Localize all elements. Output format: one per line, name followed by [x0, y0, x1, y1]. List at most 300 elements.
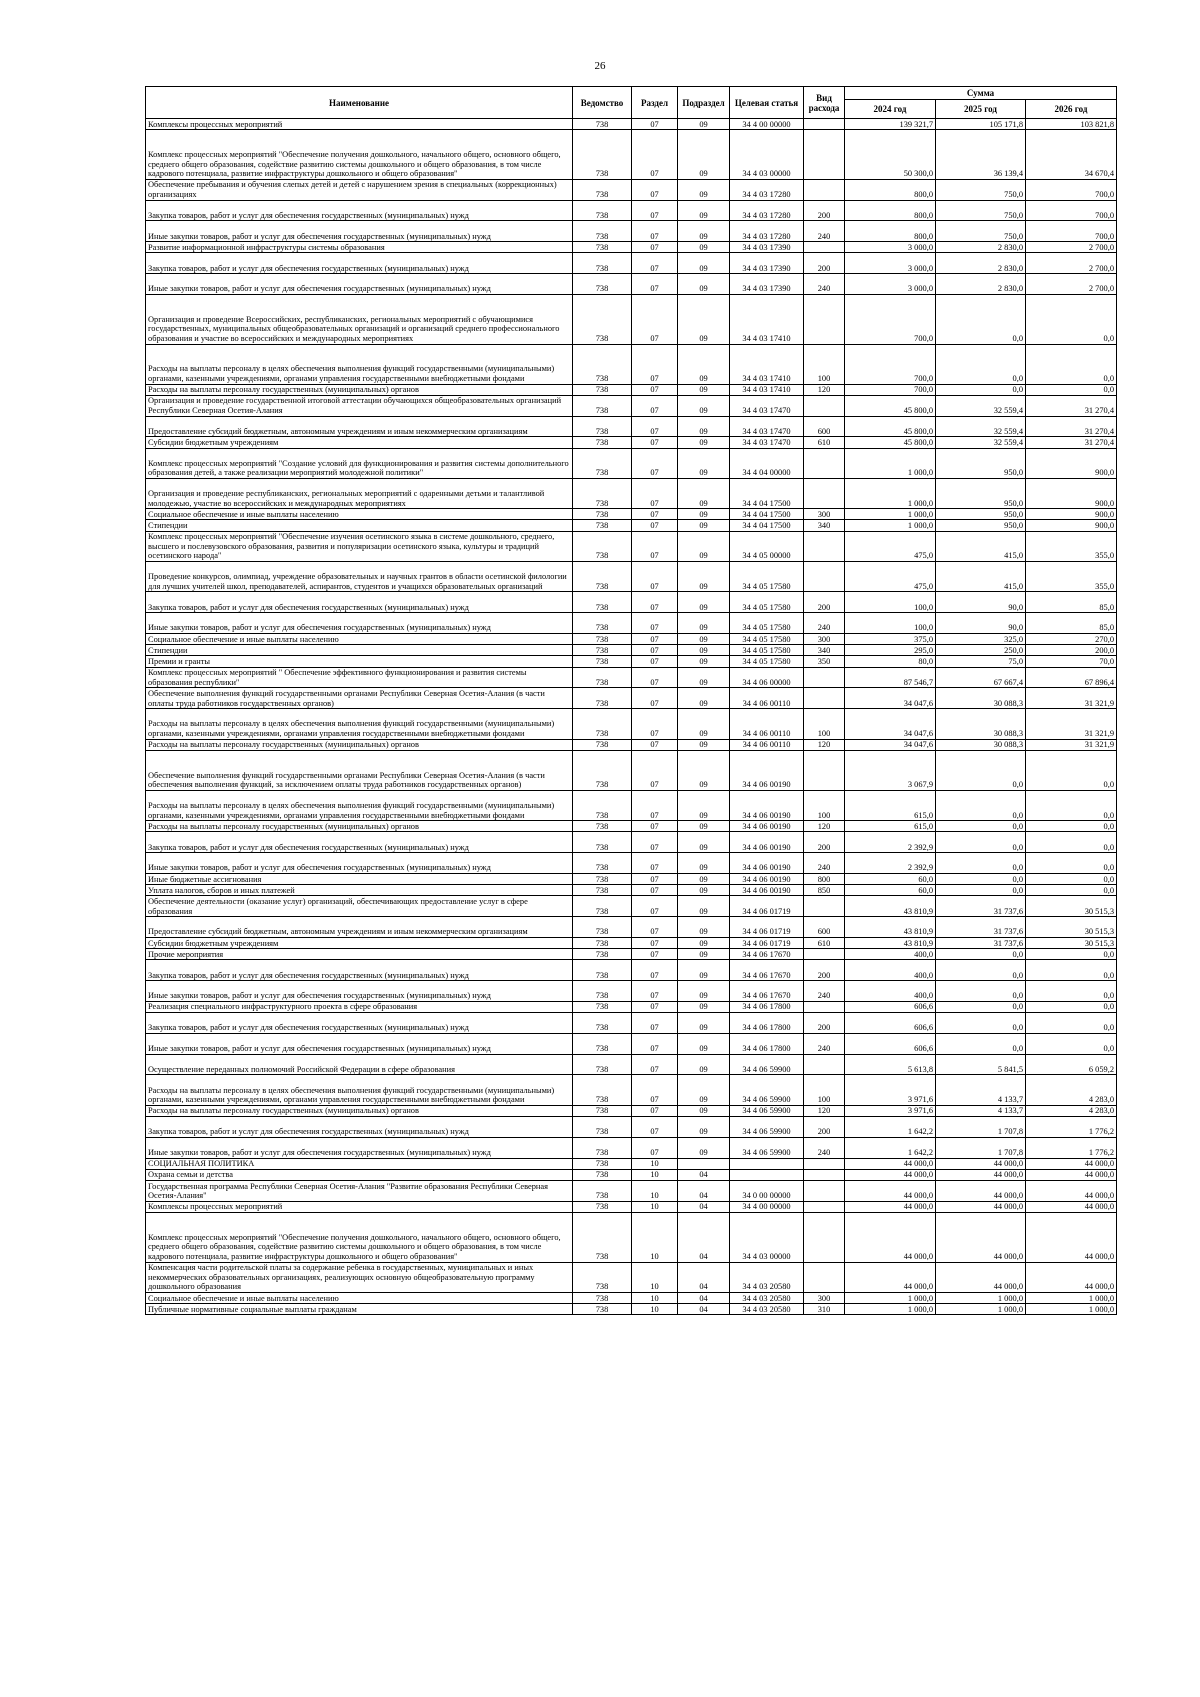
cell-vid-raskhoda: 240	[804, 1137, 845, 1158]
cell-vedomstvo: 738	[573, 1169, 632, 1180]
cell-podrazdel: 09	[678, 1013, 730, 1034]
cell-vid-raskhoda: 100	[804, 709, 845, 739]
cell-vedomstvo: 738	[573, 937, 632, 948]
cell-razdel: 07	[632, 344, 678, 384]
cell-razdel: 07	[632, 1075, 678, 1105]
cell-sum-2026: 900,0	[1026, 520, 1117, 531]
cell-vid-raskhoda	[804, 119, 845, 130]
cell-sum-2026: 30 515,3	[1026, 917, 1117, 938]
cell-sum-2026: 44 000,0	[1026, 1213, 1117, 1263]
cell-name: Организация и проведение республиканских, региональных мероприятий с одаренными детьми и талантливой молодежью, участие во всероссийских и международных мероприятиях	[146, 478, 573, 508]
table-row	[146, 592, 1117, 613]
cell-tselevaya-statya: 34 4 03 20580	[730, 1262, 804, 1292]
cell-vid-raskhoda: 240	[804, 613, 845, 634]
cell-sum-2026: 31 270,4	[1026, 437, 1117, 448]
cell-sum-2024: 2 392,9	[845, 853, 936, 874]
cell-sum-2024: 1 000,0	[845, 520, 936, 531]
cell-vedomstvo: 738	[573, 520, 632, 531]
cell-podrazdel: 09	[678, 200, 730, 221]
cell-vid-raskhoda: 200	[804, 200, 845, 221]
table-row	[146, 1137, 1117, 1158]
table-row	[146, 562, 1117, 592]
cell-vedomstvo: 738	[573, 667, 632, 688]
cell-sum-2025: 31 737,6	[936, 917, 1026, 938]
cell-razdel: 07	[632, 896, 678, 917]
table-row	[146, 634, 1117, 645]
cell-sum-2024: 615,0	[845, 790, 936, 820]
cell-sum-2024: 43 810,9	[845, 937, 936, 948]
header-tselevaya-statya: Целевая статья	[730, 87, 804, 119]
cell-sum-2024: 44 000,0	[845, 1169, 936, 1180]
cell-podrazdel: 09	[678, 520, 730, 531]
cell-tselevaya-statya: 34 4 03 17280	[730, 221, 804, 242]
cell-podrazdel: 09	[678, 344, 730, 384]
cell-name: Предоставление субсидий бюджетным, автономным учреждениям и иным некоммерческим организациям	[146, 917, 573, 938]
cell-name: Иные закупки товаров, работ и услуг для обеспечения государственных (муниципальных) нужд	[146, 613, 573, 634]
cell-vedomstvo: 738	[573, 739, 632, 750]
cell-name: Компенсация части родительской платы за содержание ребенка в государственных, муниципальных и иных некоммерческих образовательных организациях, реализующих основную общеобразовательную программу дошкольного образования	[146, 1262, 573, 1292]
cell-razdel: 07	[632, 832, 678, 853]
cell-tselevaya-statya: 34 4 03 17470	[730, 437, 804, 448]
table-row	[146, 1201, 1117, 1212]
cell-tselevaya-statya: 34 4 04 00000	[730, 448, 804, 478]
cell-sum-2026: 4 283,0	[1026, 1105, 1117, 1116]
cell-vid-raskhoda: 340	[804, 645, 845, 656]
cell-name: Расходы на выплаты персоналу в целях обеспечения выполнения функций государственными (муниципальными) органами, казенными учреждениями, органами управления государственными внебюджетными фондами	[146, 790, 573, 820]
cell-vid-raskhoda: 100	[804, 344, 845, 384]
cell-sum-2024: 3 067,9	[845, 750, 936, 790]
cell-podrazdel: 09	[678, 478, 730, 508]
cell-podrazdel: 09	[678, 416, 730, 437]
cell-sum-2025: 0,0	[936, 1013, 1026, 1034]
cell-sum-2026: 270,0	[1026, 634, 1117, 645]
cell-podrazdel: 09	[678, 1117, 730, 1138]
cell-name: Закупка товаров, работ и услуг для обеспечения государственных (муниципальных) нужд	[146, 200, 573, 221]
cell-name: Охрана семьи и детства	[146, 1169, 573, 1180]
cell-podrazdel: 09	[678, 645, 730, 656]
cell-sum-2025: 950,0	[936, 509, 1026, 520]
cell-vid-raskhoda	[804, 242, 845, 253]
cell-sum-2024: 100,0	[845, 592, 936, 613]
cell-name: Обеспечение выполнения функций государственными органами Республики Северная Осетия-Алания (в части обеспечения выполнения функций, за исключением оплаты труда работников государственных органов)	[146, 750, 573, 790]
cell-sum-2026: 44 000,0	[1026, 1201, 1117, 1212]
cell-name: Расходы на выплаты персоналу государственных (муниципальных) органов	[146, 384, 573, 395]
cell-podrazdel: 09	[678, 253, 730, 274]
cell-sum-2025: 1 000,0	[936, 1292, 1026, 1303]
cell-vid-raskhoda	[804, 1054, 845, 1075]
cell-razdel: 10	[632, 1304, 678, 1315]
cell-sum-2025: 30 088,3	[936, 739, 1026, 750]
cell-podrazdel: 09	[678, 1054, 730, 1075]
cell-sum-2025: 31 737,6	[936, 937, 1026, 948]
cell-sum-2026: 0,0	[1026, 1033, 1117, 1054]
cell-sum-2025: 750,0	[936, 200, 1026, 221]
cell-tselevaya-statya: 34 4 06 00190	[730, 832, 804, 853]
cell-sum-2024: 44 000,0	[845, 1213, 936, 1263]
cell-sum-2025: 415,0	[936, 531, 1026, 561]
cell-name: Расходы на выплаты персоналу в целях обеспечения выполнения функций государственными (муниципальными) органами, казенными учреждениями, органами управления государственными внебюджетными фондами	[146, 709, 573, 739]
cell-sum-2024: 44 000,0	[845, 1262, 936, 1292]
cell-razdel: 07	[632, 949, 678, 960]
cell-tselevaya-statya: 34 4 05 17580	[730, 634, 804, 645]
cell-sum-2024: 50 300,0	[845, 130, 936, 180]
cell-sum-2026: 34 670,4	[1026, 130, 1117, 180]
cell-razdel: 07	[632, 1033, 678, 1054]
cell-vid-raskhoda: 300	[804, 1292, 845, 1303]
cell-vid-raskhoda: 350	[804, 656, 845, 667]
header-podrazdel: Подраздел	[678, 87, 730, 119]
cell-sum-2024: 1 000,0	[845, 1304, 936, 1315]
cell-tselevaya-statya: 34 4 04 17500	[730, 509, 804, 520]
table-row	[146, 200, 1117, 221]
cell-vid-raskhoda	[804, 562, 845, 592]
cell-vedomstvo: 738	[573, 1001, 632, 1012]
cell-sum-2024: 44 000,0	[845, 1201, 936, 1212]
cell-vedomstvo: 738	[573, 478, 632, 508]
cell-podrazdel	[678, 1158, 730, 1169]
cell-name: Закупка товаров, работ и услуг для обеспечения государственных (муниципальных) нужд	[146, 832, 573, 853]
table-row	[146, 739, 1117, 750]
cell-vedomstvo: 738	[573, 395, 632, 416]
table-row	[146, 667, 1117, 688]
cell-razdel: 07	[632, 885, 678, 896]
header-name: Наименование	[146, 87, 573, 119]
cell-razdel: 07	[632, 873, 678, 884]
cell-sum-2026: 1 776,2	[1026, 1137, 1117, 1158]
cell-sum-2025: 90,0	[936, 613, 1026, 634]
cell-razdel: 07	[632, 130, 678, 180]
cell-vedomstvo: 738	[573, 179, 632, 200]
cell-tselevaya-statya: 34 4 06 17800	[730, 1033, 804, 1054]
cell-sum-2024: 400,0	[845, 981, 936, 1002]
cell-vid-raskhoda: 800	[804, 873, 845, 884]
table-row	[146, 645, 1117, 656]
cell-podrazdel: 09	[678, 634, 730, 645]
cell-vid-raskhoda	[804, 478, 845, 508]
cell-vid-raskhoda: 240	[804, 274, 845, 295]
cell-vedomstvo: 738	[573, 509, 632, 520]
table-row	[146, 832, 1117, 853]
cell-tselevaya-statya: 34 4 03 20580	[730, 1292, 804, 1303]
cell-razdel: 07	[632, 917, 678, 938]
cell-tselevaya-statya: 34 4 03 17390	[730, 274, 804, 295]
cell-podrazdel: 09	[678, 1001, 730, 1012]
cell-tselevaya-statya: 34 4 05 00000	[730, 531, 804, 561]
cell-tselevaya-statya: 34 4 06 17800	[730, 1001, 804, 1012]
cell-sum-2026: 0,0	[1026, 960, 1117, 981]
cell-vedomstvo: 738	[573, 1054, 632, 1075]
cell-sum-2025: 325,0	[936, 634, 1026, 645]
cell-vedomstvo: 738	[573, 1181, 632, 1202]
cell-vedomstvo: 738	[573, 853, 632, 874]
cell-sum-2026: 30 515,3	[1026, 937, 1117, 948]
cell-name: Проведение конкурсов, олимпиад, учреждение образовательных и научных грантов в области осетинской филологии для лучших учителей школ, преподавателей, аспирантов, студентов и учащихся образовательных организаций	[146, 562, 573, 592]
cell-sum-2024: 45 800,0	[845, 437, 936, 448]
cell-sum-2024: 3 000,0	[845, 274, 936, 295]
cell-sum-2025: 44 000,0	[936, 1201, 1026, 1212]
cell-razdel: 07	[632, 667, 678, 688]
cell-sum-2025: 0,0	[936, 885, 1026, 896]
cell-name: Иные закупки товаров, работ и услуг для обеспечения государственных (муниципальных) нужд	[146, 274, 573, 295]
table-row	[146, 1033, 1117, 1054]
table-row	[146, 1075, 1117, 1105]
cell-sum-2024: 1 000,0	[845, 478, 936, 508]
cell-name: Закупка товаров, работ и услуг для обеспечения государственных (муниципальных) нужд	[146, 253, 573, 274]
cell-podrazdel: 09	[678, 821, 730, 832]
cell-sum-2026: 31 321,9	[1026, 739, 1117, 750]
cell-vedomstvo: 738	[573, 821, 632, 832]
cell-vedomstvo: 738	[573, 981, 632, 1002]
cell-razdel: 07	[632, 1054, 678, 1075]
cell-tselevaya-statya: 34 4 06 00000	[730, 667, 804, 688]
cell-sum-2026: 0,0	[1026, 949, 1117, 960]
table-row	[146, 960, 1117, 981]
cell-sum-2024: 45 800,0	[845, 395, 936, 416]
cell-tselevaya-statya: 34 4 03 17470	[730, 416, 804, 437]
table-row	[146, 344, 1117, 384]
cell-podrazdel: 09	[678, 937, 730, 948]
cell-vid-raskhoda: 340	[804, 520, 845, 531]
cell-razdel: 07	[632, 739, 678, 750]
cell-sum-2025: 105 171,8	[936, 119, 1026, 130]
cell-sum-2026: 44 000,0	[1026, 1181, 1117, 1202]
table-row	[146, 119, 1117, 130]
cell-vid-raskhoda	[804, 1262, 845, 1292]
header-razdel: Раздел	[632, 87, 678, 119]
cell-tselevaya-statya: 34 0 00 00000	[730, 1181, 804, 1202]
cell-razdel: 10	[632, 1169, 678, 1180]
cell-sum-2026: 0,0	[1026, 790, 1117, 820]
table-row	[146, 520, 1117, 531]
cell-tselevaya-statya: 34 4 06 00190	[730, 873, 804, 884]
cell-vid-raskhoda: 850	[804, 885, 845, 896]
cell-vedomstvo: 738	[573, 613, 632, 634]
cell-vedomstvo: 738	[573, 645, 632, 656]
cell-podrazdel: 09	[678, 1075, 730, 1105]
budget-table	[145, 86, 1117, 1315]
cell-sum-2024: 1 642,2	[845, 1137, 936, 1158]
cell-sum-2025: 0,0	[936, 949, 1026, 960]
cell-sum-2024: 606,6	[845, 1001, 936, 1012]
cell-name: Социальное обеспечение и иные выплаты населению	[146, 1292, 573, 1303]
cell-name: Обеспечение выполнения функций государственными органами Республики Северная Осетия-Алания (в части оплаты труда работников государственных органов)	[146, 688, 573, 709]
cell-sum-2026: 2 700,0	[1026, 242, 1117, 253]
cell-name: Закупка товаров, работ и услуг для обеспечения государственных (муниципальных) нужд	[146, 1117, 573, 1138]
cell-vid-raskhoda	[804, 448, 845, 478]
cell-sum-2026: 2 700,0	[1026, 253, 1117, 274]
cell-sum-2026: 200,0	[1026, 645, 1117, 656]
table-row	[146, 294, 1117, 344]
cell-vedomstvo: 738	[573, 1013, 632, 1034]
cell-vedomstvo: 738	[573, 274, 632, 295]
table-row	[146, 873, 1117, 884]
cell-sum-2025: 0,0	[936, 981, 1026, 1002]
cell-razdel: 07	[632, 750, 678, 790]
cell-tselevaya-statya: 34 4 06 00110	[730, 709, 804, 739]
table-row	[146, 274, 1117, 295]
cell-podrazdel: 09	[678, 562, 730, 592]
cell-razdel: 07	[632, 821, 678, 832]
cell-tselevaya-statya: 34 4 03 17470	[730, 395, 804, 416]
cell-podrazdel: 09	[678, 750, 730, 790]
cell-sum-2024: 475,0	[845, 562, 936, 592]
cell-podrazdel: 09	[678, 592, 730, 613]
cell-name: Уплата налогов, сборов и иных платежей	[146, 885, 573, 896]
cell-name: Закупка товаров, работ и услуг для обеспечения государственных (муниципальных) нужд	[146, 960, 573, 981]
cell-tselevaya-statya: 34 4 06 00110	[730, 688, 804, 709]
cell-razdel: 07	[632, 688, 678, 709]
cell-razdel: 07	[632, 253, 678, 274]
cell-vedomstvo: 738	[573, 873, 632, 884]
table-row	[146, 531, 1117, 561]
cell-sum-2026: 31 321,9	[1026, 688, 1117, 709]
cell-razdel: 07	[632, 242, 678, 253]
header-year-2025: 2025 год	[936, 100, 1026, 119]
cell-sum-2025: 415,0	[936, 562, 1026, 592]
table-row	[146, 1117, 1117, 1138]
cell-tselevaya-statya: 34 4 03 17280	[730, 179, 804, 200]
cell-tselevaya-statya: 34 4 05 17580	[730, 656, 804, 667]
cell-sum-2024: 87 546,7	[845, 667, 936, 688]
cell-podrazdel: 04	[678, 1181, 730, 1202]
cell-sum-2026: 70,0	[1026, 656, 1117, 667]
cell-vedomstvo: 738	[573, 634, 632, 645]
cell-sum-2024: 400,0	[845, 960, 936, 981]
cell-tselevaya-statya: 34 4 06 59900	[730, 1105, 804, 1116]
cell-vedomstvo: 738	[573, 294, 632, 344]
cell-sum-2026: 0,0	[1026, 832, 1117, 853]
cell-podrazdel: 09	[678, 949, 730, 960]
cell-razdel: 10	[632, 1158, 678, 1169]
cell-razdel: 07	[632, 709, 678, 739]
cell-vid-raskhoda: 240	[804, 853, 845, 874]
cell-razdel: 07	[632, 531, 678, 561]
cell-vedomstvo: 738	[573, 531, 632, 561]
cell-tselevaya-statya: 34 4 03 17390	[730, 253, 804, 274]
cell-vedomstvo: 738	[573, 119, 632, 130]
cell-sum-2026: 1 000,0	[1026, 1304, 1117, 1315]
cell-name: Субсидии бюджетным учреждениям	[146, 937, 573, 948]
cell-vid-raskhoda: 120	[804, 1105, 845, 1116]
cell-podrazdel: 09	[678, 917, 730, 938]
cell-sum-2025: 44 000,0	[936, 1158, 1026, 1169]
cell-sum-2025: 0,0	[936, 853, 1026, 874]
cell-name: Социальное обеспечение и иные выплаты населению	[146, 634, 573, 645]
cell-vid-raskhoda	[804, 1169, 845, 1180]
cell-podrazdel: 04	[678, 1292, 730, 1303]
cell-podrazdel: 09	[678, 981, 730, 1002]
cell-name: Развитие информационной инфраструктуры системы образования	[146, 242, 573, 253]
cell-sum-2025: 44 000,0	[936, 1262, 1026, 1292]
cell-sum-2025: 1 707,8	[936, 1117, 1026, 1138]
cell-name: Закупка товаров, работ и услуг для обеспечения государственных (муниципальных) нужд	[146, 592, 573, 613]
cell-podrazdel: 09	[678, 242, 730, 253]
cell-vid-raskhoda	[804, 179, 845, 200]
cell-razdel: 07	[632, 200, 678, 221]
cell-sum-2026: 85,0	[1026, 613, 1117, 634]
cell-sum-2025: 1 707,8	[936, 1137, 1026, 1158]
cell-podrazdel: 09	[678, 531, 730, 561]
cell-tselevaya-statya: 34 4 06 59900	[730, 1117, 804, 1138]
cell-tselevaya-statya: 34 4 05 17580	[730, 645, 804, 656]
cell-vid-raskhoda: 240	[804, 981, 845, 1002]
cell-podrazdel: 09	[678, 437, 730, 448]
cell-vedomstvo: 738	[573, 896, 632, 917]
cell-sum-2025: 44 000,0	[936, 1181, 1026, 1202]
cell-name: Обеспечение пребывания и обучения слепых детей и детей с нарушением зрения в специальных (коррекционных) организациях	[146, 179, 573, 200]
table-row	[146, 853, 1117, 874]
cell-sum-2024: 45 800,0	[845, 416, 936, 437]
cell-tselevaya-statya: 34 4 06 17670	[730, 960, 804, 981]
cell-tselevaya-statya: 34 4 04 17500	[730, 478, 804, 508]
cell-name: Комплекс процессных мероприятий "Обеспечение получения дошкольного, начального общего, основного общего, среднего общего образования, содействие развитию системы дошкольного и общего образования, в том числе кадрового потенциала, развитие инфраструктуры дошкольного и общего образования"	[146, 1213, 573, 1263]
cell-vid-raskhoda: 120	[804, 821, 845, 832]
cell-vid-raskhoda: 600	[804, 917, 845, 938]
cell-tselevaya-statya	[730, 1169, 804, 1180]
cell-sum-2026: 1 000,0	[1026, 1292, 1117, 1303]
cell-sum-2026: 2 700,0	[1026, 274, 1117, 295]
cell-name: Расходы на выплаты персоналу в целях обеспечения выполнения функций государственными (муниципальными) органами, казенными учреждениями, органами управления государственными внебюджетными фондами	[146, 344, 573, 384]
cell-razdel: 07	[632, 645, 678, 656]
cell-sum-2024: 1 000,0	[845, 1292, 936, 1303]
cell-vid-raskhoda: 610	[804, 937, 845, 948]
table-row	[146, 242, 1117, 253]
cell-podrazdel: 09	[678, 688, 730, 709]
cell-vedomstvo: 738	[573, 448, 632, 478]
table-row	[146, 937, 1117, 948]
header-year-2026: 2026 год	[1026, 100, 1117, 119]
cell-sum-2024: 700,0	[845, 384, 936, 395]
cell-razdel: 07	[632, 509, 678, 520]
cell-sum-2026: 0,0	[1026, 384, 1117, 395]
cell-razdel: 10	[632, 1262, 678, 1292]
cell-name: Осуществление переданных полномочий Российской Федерации в сфере образования	[146, 1054, 573, 1075]
cell-sum-2025: 0,0	[936, 832, 1026, 853]
cell-sum-2025: 0,0	[936, 384, 1026, 395]
cell-vid-raskhoda: 610	[804, 437, 845, 448]
cell-razdel: 07	[632, 119, 678, 130]
cell-tselevaya-statya: 34 4 03 17410	[730, 294, 804, 344]
cell-tselevaya-statya: 34 4 04 17500	[730, 520, 804, 531]
cell-sum-2025: 4 133,7	[936, 1075, 1026, 1105]
cell-tselevaya-statya: 34 4 06 00190	[730, 750, 804, 790]
table-row	[146, 1054, 1117, 1075]
cell-sum-2025: 0,0	[936, 873, 1026, 884]
cell-sum-2025: 31 737,6	[936, 896, 1026, 917]
cell-vid-raskhoda	[804, 750, 845, 790]
cell-sum-2026: 900,0	[1026, 448, 1117, 478]
cell-vid-raskhoda	[804, 949, 845, 960]
cell-sum-2025: 0,0	[936, 1033, 1026, 1054]
cell-tselevaya-statya: 34 4 05 17580	[730, 613, 804, 634]
cell-vid-raskhoda: 200	[804, 960, 845, 981]
cell-name: Комплексы процессных мероприятий	[146, 119, 573, 130]
cell-name: Расходы на выплаты персоналу государственных (муниципальных) органов	[146, 821, 573, 832]
cell-podrazdel: 09	[678, 667, 730, 688]
table-row	[146, 1158, 1117, 1169]
cell-sum-2026: 44 000,0	[1026, 1262, 1117, 1292]
cell-podrazdel: 09	[678, 853, 730, 874]
cell-tselevaya-statya: 34 4 03 17410	[730, 344, 804, 384]
cell-tselevaya-statya: 34 4 03 17390	[730, 242, 804, 253]
cell-podrazdel: 09	[678, 179, 730, 200]
cell-tselevaya-statya: 34 4 06 00190	[730, 821, 804, 832]
cell-sum-2024: 5 613,8	[845, 1054, 936, 1075]
cell-sum-2024: 44 000,0	[845, 1158, 936, 1169]
cell-vid-raskhoda: 300	[804, 634, 845, 645]
cell-name: Комплексы процессных мероприятий	[146, 1201, 573, 1212]
cell-sum-2024: 3 000,0	[845, 253, 936, 274]
